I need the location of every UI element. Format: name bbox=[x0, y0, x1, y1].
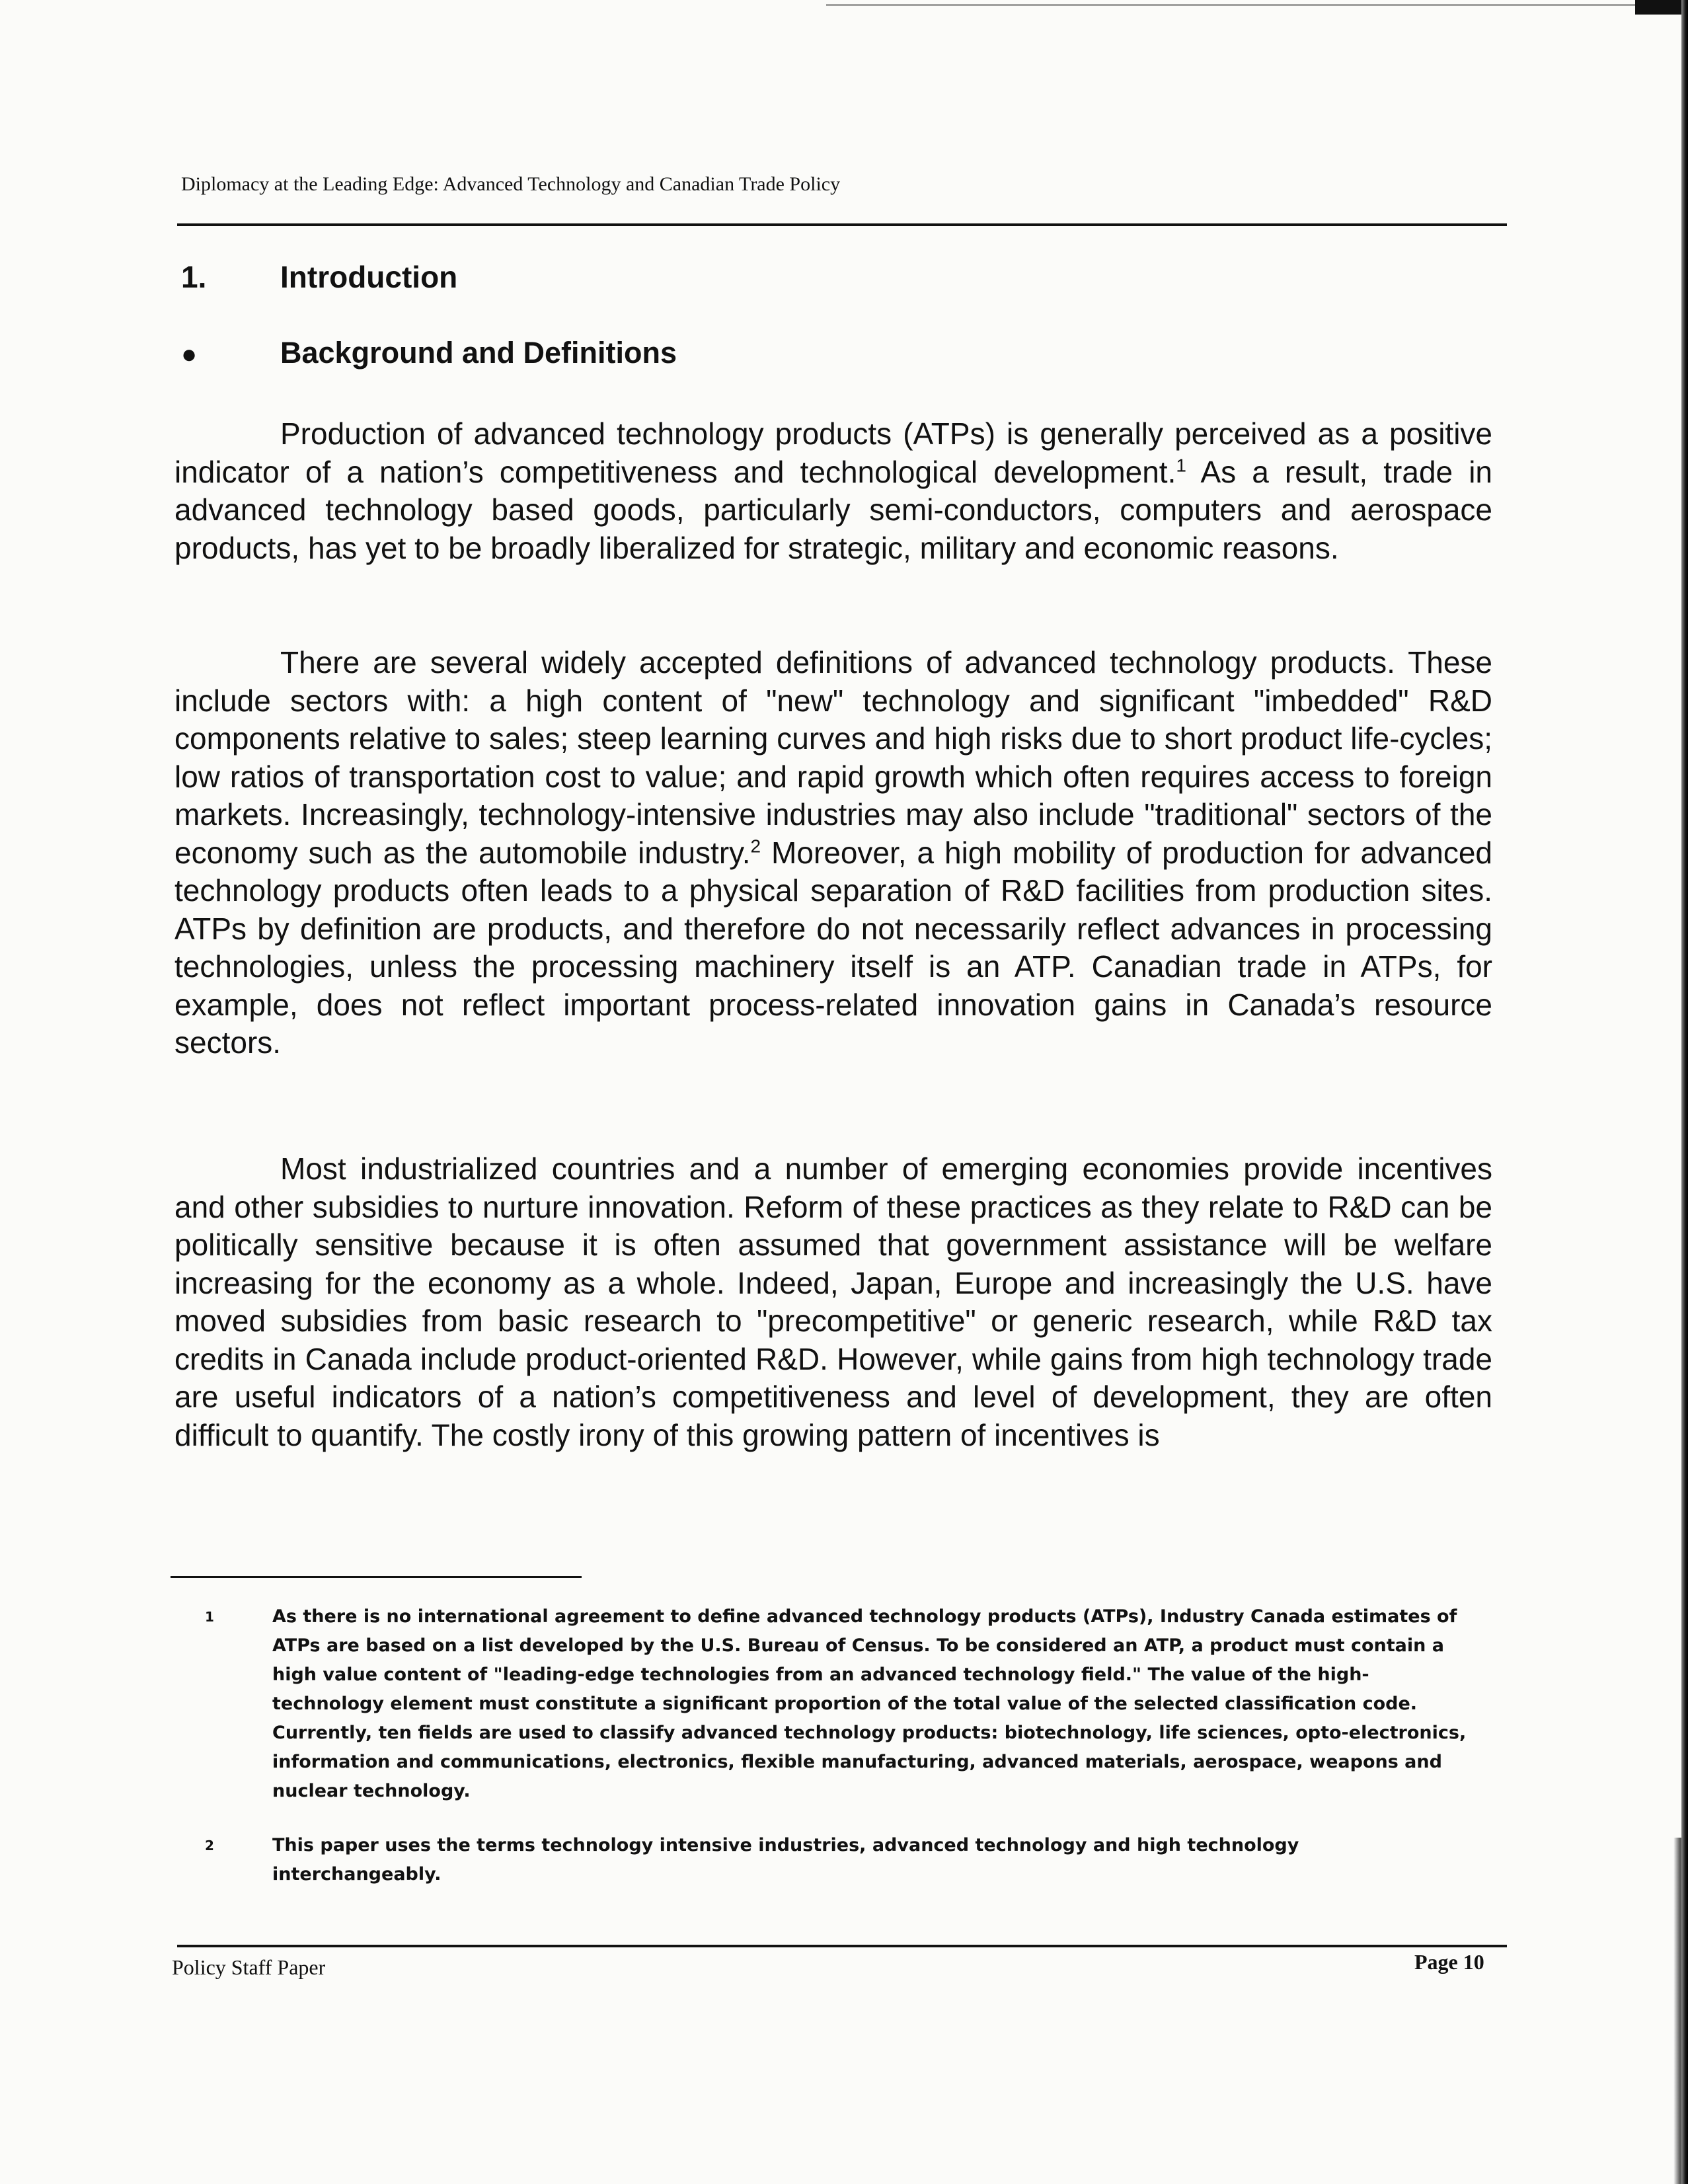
subsection-title: Background and Definitions bbox=[280, 336, 677, 370]
footer-publication: Policy Staff Paper bbox=[172, 1955, 326, 1979]
paragraph-2-text-b: Moreover, a high mobility of production for advanced technology products often leads to a physical separation of R&D facilities from production sites. ATPs by definition are products, and therefore do not necessarily reflect advances in processing technologies, unless the processing machinery itself is an ATP. Canadian trade in ATPs, for example, does not reflect important process-related innovation gains in Canada’s resource sectors. bbox=[174, 835, 1493, 1060]
subsection-heading bbox=[181, 336, 677, 370]
section-number: 1. bbox=[181, 260, 207, 294]
footnote-ref-2: 2 bbox=[750, 836, 761, 857]
footnote-2-mark: 2 bbox=[205, 1838, 214, 1853]
running-header: Diplomacy at the Leading Edge: Advanced Technology and Canadian Trade Policy bbox=[181, 173, 841, 195]
section-heading bbox=[181, 259, 457, 295]
footnote-1 bbox=[205, 1602, 1474, 1806]
scan-artifact-corner bbox=[1635, 0, 1688, 15]
footnote-2 bbox=[205, 1831, 1474, 1889]
scan-artifact-right-edge bbox=[1681, 0, 1688, 2184]
page-number: Page 10 bbox=[1414, 1950, 1484, 1974]
footnote-ref-1: 1 bbox=[1176, 455, 1186, 476]
scan-artifact-top bbox=[826, 4, 1685, 6]
scan-artifact-right-lower bbox=[1673, 1838, 1681, 2184]
header-rule bbox=[177, 223, 1507, 226]
footer-rule bbox=[177, 1945, 1507, 1947]
paragraph-1-text-b: As a result, trade in advanced technology based goods, particularly semi-conductors, computers and aerospace products, has yet to be broadly liberalized for strategic, military and economic reasons. bbox=[174, 454, 1492, 565]
bullet-icon: ● bbox=[181, 340, 198, 369]
paragraph-1-text-a: Production of advanced technology products (ATPs) is generally perceived as a positive indicator of a nation’s competitiveness and technological development. bbox=[174, 416, 1492, 489]
footnote-1-text: As there is no international agreement to define advanced technology products (ATPs), Industry Canada estimates of ATPs are based on a list developed by the U.S. Bureau of Census. To be considered an ATP, a product must contain a high value content of "leading-edge technologies from an advanced technology field." The value of the high-technology element must constitute a significant proportion of the total value of the selected classification code. Currently, ten fields are used to classify advanced technology products: biotechnology, life sciences, opto-electronics, information and communications, electronics, flexible manufacturing, advanced materials, aerospace, weapons and nuclear technology. bbox=[272, 1606, 1467, 1801]
section-title: Introduction bbox=[280, 260, 458, 294]
paragraph-1 bbox=[174, 415, 1492, 567]
paragraph-3: Most industrialized countries and a number of emerging economies provide incentives and other subsidies to nurture innovation. Reform of these practices as they relate to R&D can be politically sensitive because it is often assumed that government assistance will be welfare increasing for the economy as a whole. Indeed, Japan, Europe and increasingly the U.S. have moved subsidies from basic research to "precompetitive" or generic research, while R&D tax credits in Canada include product-oriented R&D. However, while gains from high technology trade are useful indicators of a nation’s competitiveness and level of development, they are often difficult to quantify. The costly irony of this growing pattern of incentives is bbox=[174, 1151, 1492, 1452]
footnote-2-text: This paper uses the terms technology intensive industries, advanced technology and high technology interchangeably. bbox=[272, 1835, 1299, 1885]
footnote-1-mark: 1 bbox=[205, 1609, 214, 1625]
paragraph-2-text-a: There are several widely accepted definitions of advanced technology products. These include sectors with: a high content of "new" technology and significant "imbedded" R&D components relative to sales; steep learning curves and high risks due to short product life-cycles; low ratios of transportation cost to value; and rapid growth which often requires access to foreign markets. Increasingly, technology-intensive industries may also include "traditional" sectors of the economy such as the automobile industry. bbox=[174, 645, 1492, 870]
footnote-separator bbox=[171, 1576, 582, 1578]
paragraph-2 bbox=[174, 644, 1492, 1062]
